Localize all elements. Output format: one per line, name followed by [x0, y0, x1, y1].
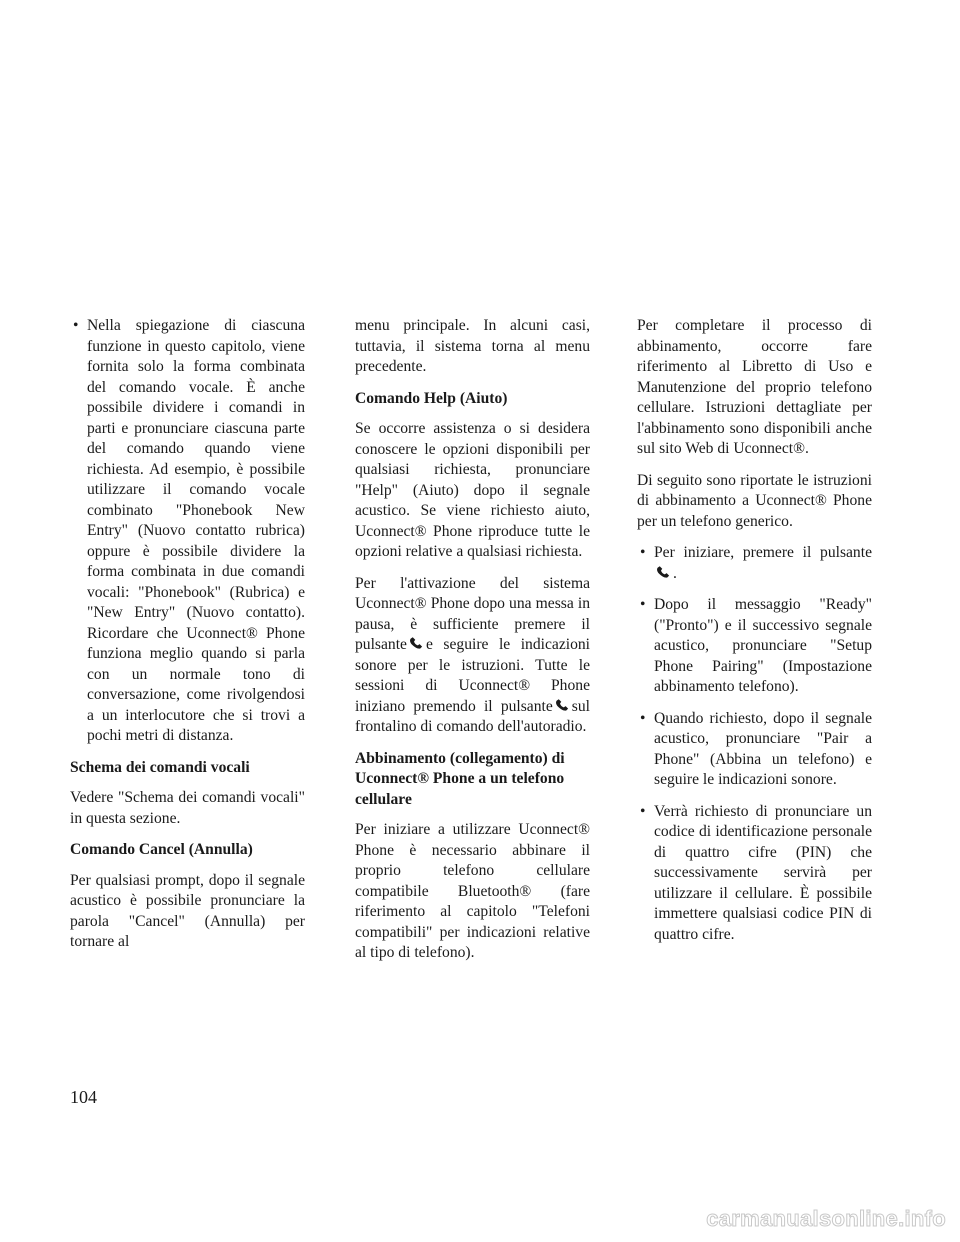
paragraph: Per iniziare a utilizzare Uconnect® Phone è necessario abbinare il proprio telefono cellulare compatibile Bluetooth® (fare riferimento al capitolo "Telefoni compatibili" per indicazioni relative al tipo di telefono). — [355, 821, 590, 961]
watermark: carmanualsonline.info — [706, 1206, 946, 1231]
text-segment: Per l'attivazione del sistema Uconnect® Phone dopo una messa in pausa, è sufficiente premere il pulsante — [355, 574, 590, 653]
section-heading-voice-commands-schema: Schema dei comandi vocali — [70, 758, 250, 776]
bullet-list — [70, 316, 305, 747]
paragraph: Se occorre assistenza o si desidera conoscere le opzioni disponibili per qualsiasi richiesta, pronunciare "Help" (Aiuto) dopo il segnale acustico. Se viene richiesto aiuto, Uconnect® Phone riproduce tutte le opzioni relative a qualsiasi richiesta. — [355, 420, 590, 560]
paragraph: Vedere "Schema dei comandi vocali" in questa sezione. — [70, 789, 305, 827]
list-item: • Quando richiesto, dopo il segnale acustico, pronunciare "Pair a Phone" (Abbina un telefono) e seguire le indicazioni sonore. — [637, 709, 872, 791]
phone-handset-icon — [409, 637, 424, 650]
text-segment: . — [673, 564, 677, 582]
phone-handset-icon — [555, 699, 570, 712]
bullet-list — [637, 543, 872, 945]
section-heading-help-command: Comando Help (Aiuto) — [355, 389, 508, 407]
list-item — [637, 543, 872, 584]
list-item: • Verrà richiesto di pronunciare un codice di identificazione personale di quattro cifre (PIN) che successivamente servirà per utilizzare il cellulare. È possibile immettere qualsiasi codice PIN di quattro cifre. — [637, 802, 872, 946]
paragraph: Per completare il processo di abbinamento, occorre fare riferimento al Libretto di Uso e Manutenzione del proprio telefono cellulare. Istruzioni dettagliate per l'abbinamento sono disponibili anche sul sito Web di Uconnect®. — [637, 317, 872, 457]
phone-handset-icon — [656, 566, 671, 579]
paragraph: menu principale. In alcuni casi, tuttavia, il sistema torna al menu precedente. — [355, 317, 590, 375]
list-item: • Dopo il messaggio "Ready" ("Pronto") e il successivo segnale acustico, pronunciare "Setup Phone Pairing" (Impostazione abbinamento telefono). — [637, 595, 872, 698]
list-item: • Nella spiegazione di ciascuna funzione in questo capitolo, viene fornita solo la forma combinata del comando vocale. È anche possibile dividere i comandi in parti e pronunciare ciascuna parte del comando quando viene richiesta. Ad esempio, è possibile utilizzare il comando vocale combinato "Phonebook New Entry" (Nuovo contatto rubrica) oppure è possibile dividere la forma combinata in due comandi vocali: "Phonebook" (Rubrica) e "New Entry" (Nuovo contatto). Ricordare che Uconnect® Phone funziona meglio quando si parla con un normale tono di conversazione, come rivolgendosi a un interlocutore che si trovi a pochi metri di distanza. — [70, 316, 305, 747]
text-segment: Per iniziare, premere il pulsante — [654, 544, 872, 561]
text-segment: e seguire le indicazioni sonore per le istruzioni. Tutte le sessioni di Uconnect® Phone iniziano premendo il pulsante — [355, 636, 590, 715]
text-segment: sul frontalino di comando dell'autoradio. — [355, 697, 590, 735]
column-3 — [637, 316, 872, 956]
section-heading-pairing: Abbinamento (collegamento) di Uconnect® Phone a un telefono cellulare — [355, 749, 565, 808]
section-heading-cancel-command: Comando Cancel (Annulla) — [70, 841, 253, 858]
paragraph-activation — [355, 574, 590, 738]
column-1 — [70, 316, 305, 964]
paragraph: Per qualsiasi prompt, dopo il segnale acustico è possibile pronunciare la parola "Cancel" (Annulla) per tornare al — [70, 871, 305, 950]
paragraph: Di seguito sono riportate le istruzioni di abbinamento a Uconnect® Phone per un telefono generico. — [637, 471, 872, 530]
page-number: 104 — [70, 1087, 97, 1107]
column-2 — [355, 316, 590, 975]
